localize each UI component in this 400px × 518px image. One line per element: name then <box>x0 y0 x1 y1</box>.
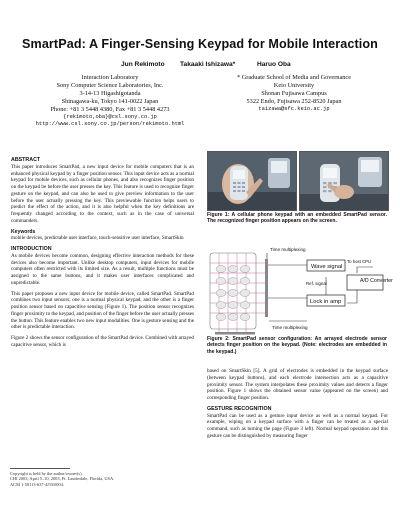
author-name: Takaaki Ishizawa* <box>180 61 236 68</box>
body-paragraph: based on SmartSkin [5]. A grid of electrodes is embedded in the keypad surface (between keypad buttons), and each electrode intersection acts as a capacitive proximity sensor. The system interpolates these proximity values and detects a finger position. Figure 1 shows the obtained sensor value (appeared on the screen) and corresponding finger position. <box>207 368 388 401</box>
affiliation-line: Keio University <box>273 81 315 89</box>
intro-paragraph: Figure 2 shows the sensor configuration of the SmartPad device. Combined with arrayed capacitive sensor, which is <box>11 335 194 348</box>
ref-signal-label: Ref. signal <box>306 281 327 286</box>
multiplexer-bar <box>215 332 255 335</box>
body-paragraph: SmartPad can be used as a gesture input device as well as a normal keypad. For example, wiping on a keypad surface with a finger can be treated as a special command, such as turning the page (Figure 3 left). Normal keypad operation and this gesture can be distinguished by measuring finger <box>207 412 388 439</box>
copyright-line: ACM 1-58113-637-4/03/0004. <box>10 481 64 487</box>
left-column <box>11 157 194 349</box>
footnote-rule <box>10 468 70 469</box>
phone-photo-illustration <box>208 152 296 210</box>
author-name: Haruo Oba <box>257 61 291 68</box>
keywords-text: mobile devices, predictable user interface, touch-sensitive user interface, SmartSkin <box>11 235 184 242</box>
figure1-photo-right <box>299 151 389 211</box>
introduction-heading: INTRODUCTION <box>11 246 52 252</box>
to-host-label: To host CPU <box>347 259 372 264</box>
affiliation-line: Phone: +81 3 5448 4380, Fax +81 3 5448 4273 <box>50 105 170 113</box>
affiliation-line: * Graduate School of Media and Governance <box>236 74 351 81</box>
homepage-url: http://www.csl.sony.co.jp/person/rekimoto.html <box>35 121 185 128</box>
figure1-caption: Figure 1: A cellular phone keypad with an embedded SmartPad sensor. The recognized finger position appears on the screen. <box>207 212 387 225</box>
email-address: taizawa@sfc.keio.ac.jp <box>258 105 330 112</box>
affiliation-line: 5322 Endo, Fujisawa 252-8520 Japan <box>246 97 342 105</box>
affiliation-line: Interaction Laboratory <box>81 74 139 81</box>
intro-paragraph: This paper proposes a new input device for mobile device, called SmartPad. SmartPad combines two input sensors; one is a normal physical keypad, and the other is a finger position sensor based on capacitive sensing (Figure 1). The position sensor recognizes finger proximity to the keypad, and position of the finger before the user actually presses the button. This feature enables two new input modalities. One is gesture sensing and the other is predictable interaction. <box>11 290 194 331</box>
intro-paragraph: As mobile devices become common, designing effective interaction methods for these devices also become important. Unlike desktop computers, input devices for mobile computers often restricted with its limited size. As a result, multiple functions must be assigned to the same buttons, and it makes user interfaces complicated and unpredictable. <box>11 252 194 286</box>
author-name: Jun Rekimoto <box>121 61 165 68</box>
copyright-notice <box>10 471 195 487</box>
sensor-configuration-diagram <box>207 243 393 335</box>
keywords-heading: Keywords <box>11 228 36 235</box>
gesture-heading: GESTURE RECOGNITION <box>207 405 272 412</box>
figure1-photo-left <box>207 151 297 211</box>
affiliation-line: Sony Computer Science Laboratories, Inc. <box>56 81 164 89</box>
affiliation-left <box>30 74 190 129</box>
email-address: {rekimoto,oba}@csl.sony.co.jp <box>63 113 157 120</box>
affiliation-right <box>214 74 374 114</box>
keypad-grid <box>210 253 265 333</box>
right-column <box>207 368 388 440</box>
affiliation-line: Shinagawa-ku, Tokyo 141-0022 Japan <box>61 97 159 105</box>
affiliation-line: 3-14-13 Higashigotanda <box>79 89 141 97</box>
abstract-heading: ABSTRACT <box>11 157 41 163</box>
time-multiplexing-bottom-label: Time multiplexing <box>272 325 308 330</box>
affiliation-line: Shonan Fujisawa Campus <box>261 89 327 97</box>
copyright-line: CHI 2003, April 5–10, 2003, Ft. Lauderdale, Florida, USA. <box>10 476 115 482</box>
copyright-line: Copyright is held by the author/owner(s). <box>10 471 83 476</box>
abstract-text: This paper introduces SmartPad, a new input device for mobile computers that is an enhanced physical keypad by a finger position sensor. This input device acts as a normal keypad for mobile devices, such as cellular phones, and also recognizes finger position on the keypad be before the user presses the key. This feature is used to recognize finger gesture on the keypad, and can also be used to give preview information to the user before the user actually pressing the key. This previewable function helps users to predict the effect of the action, and it is also helpful when the key definitions are frequently changed according to the context, such as in the case of universal commanders. <box>11 163 194 224</box>
phone-photo-illustration <box>300 152 388 210</box>
wave-signal-label: Wave signal <box>311 264 343 270</box>
paper-title: SmartPad: A Finger-Sensing Keypad for Mobile Interaction <box>22 37 378 51</box>
figure2-caption: Figure 2: SmartPad sensor configuration: An arrayed electrode sensor detects finger position on the keypad. (Note: electrodes are embedded in the keypad.) <box>207 336 387 355</box>
multiplexer-bar <box>265 259 268 317</box>
time-multiplexing-label: Time multiplexing <box>270 247 306 252</box>
lock-in-amp-label: Lock in amp <box>310 299 342 305</box>
ad-label: A/D Converter <box>360 278 393 284</box>
